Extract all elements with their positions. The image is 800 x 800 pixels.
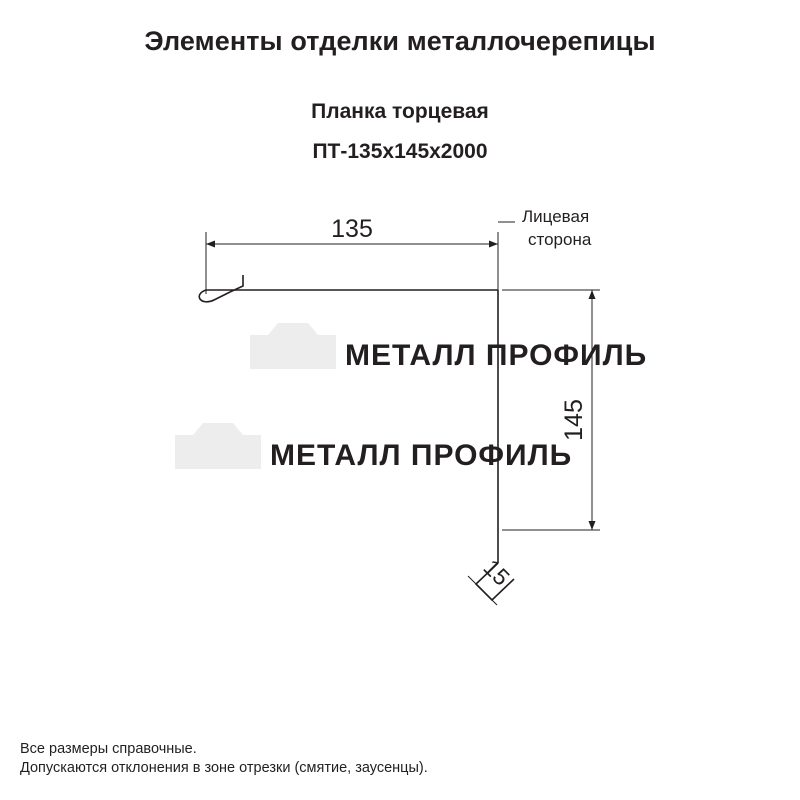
dimension-height-label: 145 bbox=[560, 399, 588, 441]
face-side-label-line2: сторона bbox=[528, 230, 592, 249]
face-side-label-line1: Лицевая bbox=[522, 207, 590, 226]
product-code: ПТ-135х145х2000 bbox=[312, 140, 488, 163]
svg-text:МЕТАЛЛ ПРОФИЛЬ: МЕТАЛЛ ПРОФИЛЬ bbox=[345, 339, 648, 372]
dimension-lip-label: 15 bbox=[478, 554, 515, 591]
footer-notes bbox=[20, 740, 428, 778]
footer-note-1: Все размеры справочные. bbox=[20, 741, 197, 757]
svg-text:МЕТАЛЛ ПРОФИЛЬ: МЕТАЛЛ ПРОФИЛЬ bbox=[270, 439, 573, 472]
technical-drawing bbox=[0, 180, 800, 620]
product-name: Планка торцевая bbox=[311, 100, 489, 123]
footer-note-2: Допускаются отклонения в зоне отрезки (смятие, заусенцы). bbox=[20, 760, 428, 776]
dimension-width-label: 135 bbox=[331, 215, 373, 243]
page-title: Элементы отделки металлочерепицы bbox=[144, 26, 656, 56]
